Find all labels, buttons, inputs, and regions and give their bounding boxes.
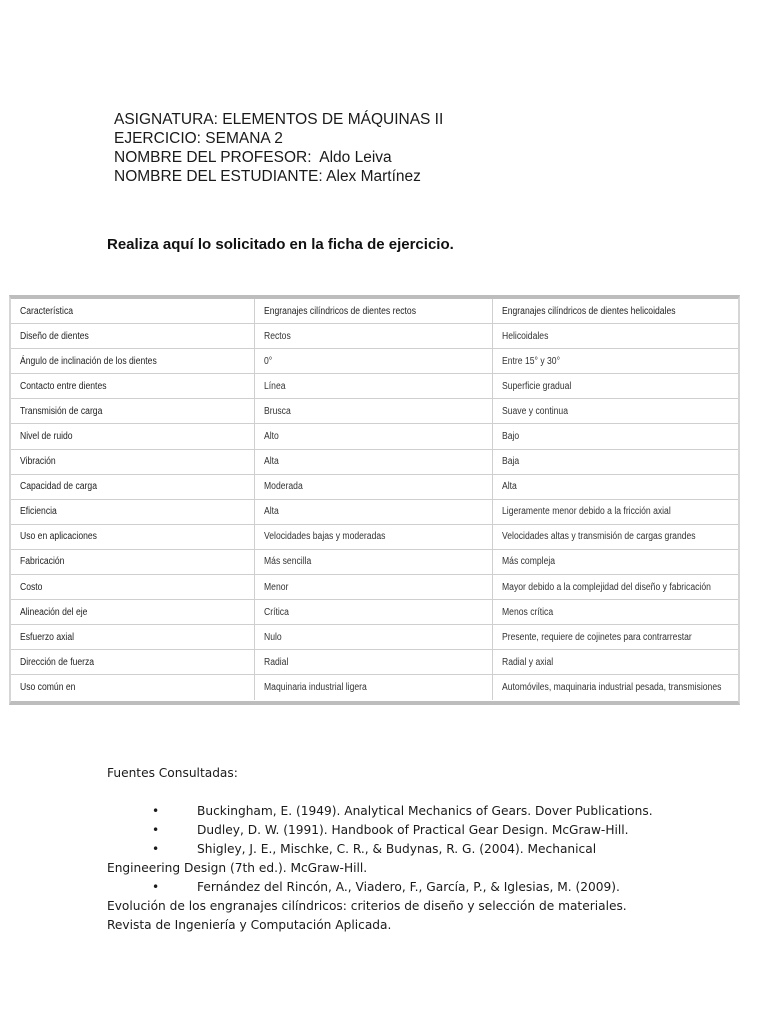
row-straight-cell: Crítica — [254, 600, 492, 625]
row-straight-cell: Línea — [254, 374, 492, 399]
row-helical-cell: Mayor debido a la complejidad del diseño y fabricación — [492, 575, 738, 600]
header-cell-characteristic: Característica — [11, 299, 254, 324]
row-characteristic-cell: Uso común en — [20, 681, 76, 693]
table-row — [11, 424, 738, 449]
row-straight-cell: Brusca — [254, 399, 492, 424]
exercise-line: EJERCICIO: SEMANA 2 — [114, 130, 283, 147]
table-row — [11, 650, 738, 675]
table-row — [11, 474, 738, 499]
subject-line: ASIGNATURA: ELEMENTOS DE MÁQUINAS II — [114, 111, 444, 128]
row-straight-cell: Maquinaria industrial ligera — [254, 675, 492, 700]
row-straight-cell: Moderada — [254, 474, 492, 499]
row-straight-cell: Rectos — [254, 324, 492, 349]
reference-item — [107, 821, 667, 840]
row-helical-cell: Entre 15° y 30° — [492, 349, 738, 374]
row-straight-cell: 0° — [254, 349, 492, 374]
row-straight-cell: Radial — [254, 650, 492, 675]
row-characteristic-cell: Transmisión de carga — [11, 399, 254, 424]
reference-text: Shigley, J. E., Mischke, C. R., & Budynas, R. G. (2004). Mechanical — [197, 842, 597, 856]
row-helical-cell: Presente, requiere de cojinetes para contrarrestar — [492, 625, 738, 650]
table-row — [11, 600, 738, 625]
row-helical-cell: Menos crítica — [492, 600, 738, 625]
row-characteristic-cell: Contacto entre dientes — [11, 374, 254, 399]
row-helical-cell: Ligeramente menor debido a la fricción axial — [492, 499, 738, 524]
bullet-icon: • — [152, 880, 160, 894]
row-characteristic-cell: Eficiencia — [11, 499, 254, 524]
references-list — [107, 802, 667, 935]
row-straight-cell: Más sencilla — [254, 549, 492, 574]
professor-line: NOMBRE DEL PROFESOR: Aldo Leiva — [114, 149, 392, 166]
row-helical-cell: Alta — [492, 474, 738, 499]
sources-section — [107, 764, 667, 935]
row-helical-cell: Velocidades altas y transmisión de cargas grandes — [492, 524, 738, 549]
row-helical-cell: Suave y continua — [492, 399, 738, 424]
row-characteristic-cell: Uso en aplicaciones — [11, 524, 254, 549]
row-straight-cell: Alta — [254, 499, 492, 524]
row-helical-cell: Helicoidales — [492, 324, 738, 349]
table-row — [11, 324, 738, 349]
bullet-icon: • — [152, 823, 160, 837]
reference-text: Dudley, D. W. (1991). Handbook of Practical Gear Design. McGraw-Hill. — [197, 823, 629, 837]
document-header — [114, 110, 443, 186]
table-row — [11, 399, 738, 424]
table-row — [11, 524, 738, 549]
row-helical-cell: Superficie gradual — [492, 374, 738, 399]
row-straight-cell: Menor — [254, 575, 492, 600]
row-helical-cell: Más compleja — [492, 549, 738, 574]
row-characteristic-cell: Fabricación — [11, 549, 254, 574]
student-line: NOMBRE DEL ESTUDIANTE: Alex Martínez — [114, 168, 421, 185]
table-row — [11, 349, 738, 374]
header-cell-helical-gears: Engranajes cilíndricos de dientes helicoidales — [492, 299, 738, 324]
row-characteristic-cell: Ángulo de inclinación de los dientes — [11, 349, 254, 374]
header-cell-straight-gears: Engranajes cilíndricos de dientes rectos — [254, 299, 492, 324]
reference-text: Fernández del Rincón, A., Viadero, F., García, P., & Iglesias, M. (2009). — [197, 880, 620, 894]
table-row — [11, 449, 738, 474]
row-helical-cell: Bajo — [492, 424, 738, 449]
row-characteristic-cell: Esfuerzo axial — [11, 625, 254, 650]
table-row — [11, 675, 738, 700]
reference-item — [107, 878, 667, 935]
sources-title: Fuentes Consultadas: — [107, 766, 238, 780]
row-helical-cell: Automóviles, maquinaria industrial pesada, transmisiones — [492, 675, 738, 700]
instruction-text: Realiza aquí lo solicitado en la ficha de ejercicio. — [107, 236, 454, 253]
row-straight-cell: Alta — [254, 449, 492, 474]
row-characteristic-cell: Vibración — [11, 449, 254, 474]
table-row — [11, 549, 738, 574]
row-straight-cell: Nulo — [254, 625, 492, 650]
bullet-icon: • — [152, 804, 160, 818]
row-characteristic-cell: Dirección de fuerza — [11, 650, 254, 675]
row-characteristic-cell: Capacidad de carga — [11, 474, 254, 499]
row-helical-cell: Baja — [492, 449, 738, 474]
reference-item — [107, 840, 667, 878]
reference-text: Buckingham, E. (1949). Analytical Mechanics of Gears. Dover Publications. — [197, 804, 653, 818]
table-row — [11, 499, 738, 524]
table-row — [11, 575, 738, 600]
row-straight-cell: Velocidades bajas y moderadas — [254, 524, 492, 549]
row-characteristic-cell: Costo — [11, 575, 254, 600]
comparison-table-image — [9, 295, 740, 705]
comparison-table — [11, 299, 738, 700]
row-straight-cell: Alto — [254, 424, 492, 449]
table-row — [11, 625, 738, 650]
table-header-row — [11, 299, 738, 324]
reference-item — [107, 802, 667, 821]
bullet-icon: • — [152, 842, 160, 856]
row-characteristic-cell: Alineación del eje — [11, 600, 254, 625]
reference-continuation: Evolución de los engranajes cilíndricos: criterios de diseño y selección de materiales. Revista de Ingeniería y Computación Aplicada. — [107, 899, 627, 932]
row-characteristic-cell: Nivel de ruido — [11, 424, 254, 449]
row-characteristic-cell: Diseño de dientes — [11, 324, 254, 349]
table-row — [11, 374, 738, 399]
reference-continuation: Engineering Design (7th ed.). McGraw-Hill. — [107, 861, 368, 875]
row-helical-cell: Radial y axial — [492, 650, 738, 675]
